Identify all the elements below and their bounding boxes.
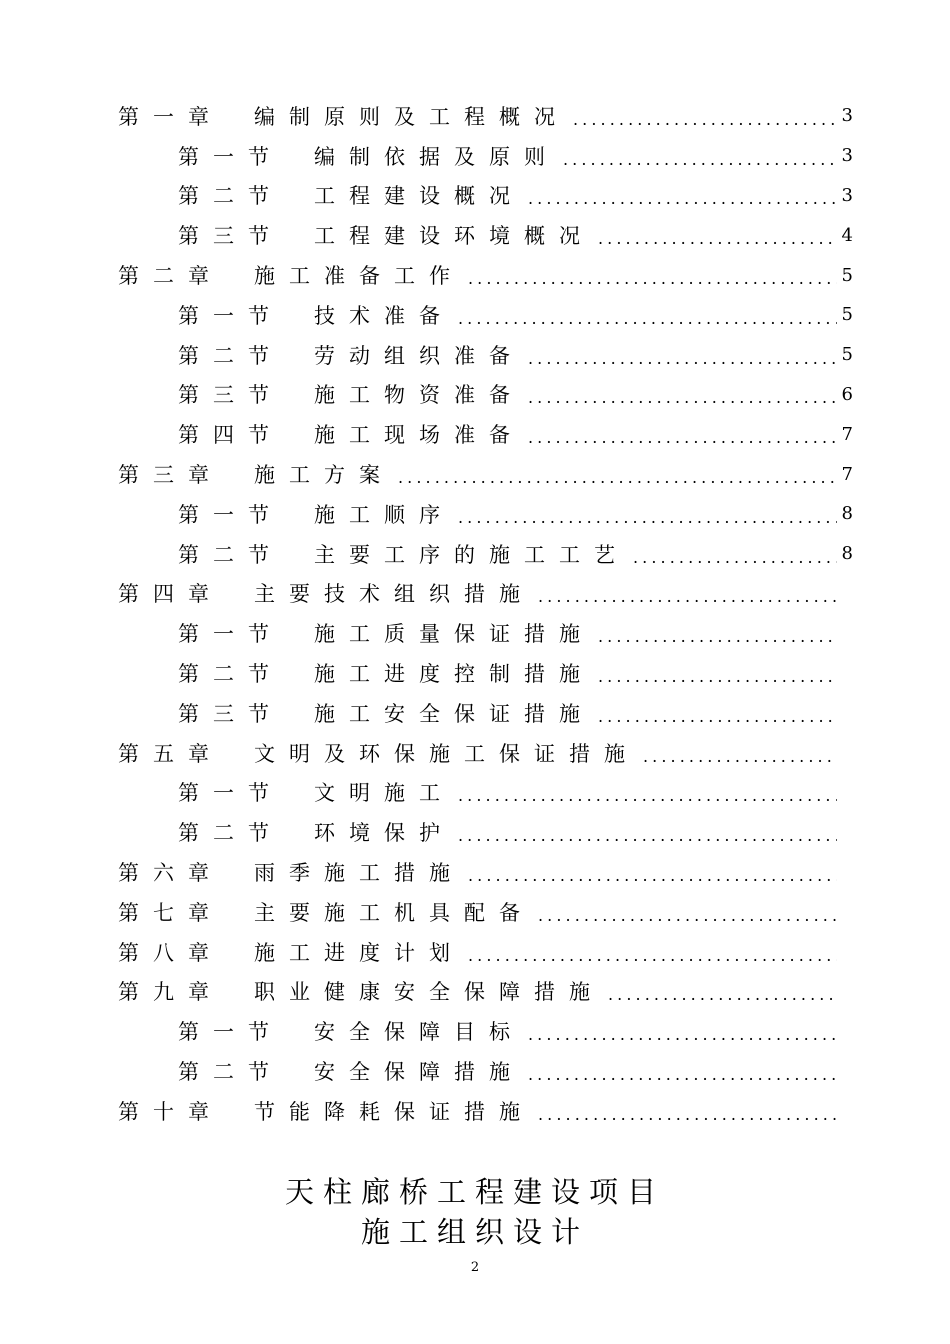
toc-entry-page: 5 bbox=[841, 264, 853, 286]
toc-entry-page: 3 bbox=[841, 184, 853, 206]
toc-entry-title: 安全保障措施 bbox=[314, 1060, 524, 1085]
toc-entry-page: 7 bbox=[841, 423, 853, 445]
toc-entry-number: 第二节 bbox=[178, 662, 283, 687]
toc-entry-number: 第二节 bbox=[178, 184, 283, 209]
toc-dot-leader bbox=[458, 303, 837, 327]
toc-entry-number: 第六章 bbox=[118, 861, 223, 886]
toc-entry-title: 主要技术组织措施 bbox=[254, 582, 534, 607]
toc-dot-leader bbox=[528, 382, 837, 406]
toc-entry-number: 第五章 bbox=[118, 741, 223, 766]
toc-dot-leader bbox=[573, 104, 837, 128]
toc-entry-title: 施工现场准备 bbox=[314, 423, 524, 448]
toc-entry-title: 劳动组织准备 bbox=[314, 343, 524, 368]
toc-section-entry[interactable] bbox=[118, 613, 853, 653]
toc-dot-leader bbox=[458, 502, 837, 526]
toc-dot-leader bbox=[643, 741, 837, 765]
toc-chapter-entry[interactable] bbox=[118, 892, 853, 932]
toc-entry-title: 节能降耗保证措施 bbox=[254, 1099, 534, 1124]
toc-chapter-entry[interactable] bbox=[118, 454, 853, 494]
toc-entry-page: 3 bbox=[841, 105, 853, 127]
toc-entry-title: 安全保障目标 bbox=[314, 1020, 524, 1045]
toc-entry-title: 施工方案 bbox=[254, 463, 394, 488]
toc-entry-number: 第一章 bbox=[118, 104, 223, 129]
toc-section-entry[interactable] bbox=[118, 534, 853, 574]
toc-dot-leader bbox=[528, 183, 837, 207]
toc-dot-leader bbox=[598, 621, 837, 645]
toc-section-entry[interactable] bbox=[118, 653, 853, 693]
toc-entry-page: 6 bbox=[841, 383, 853, 405]
toc-entry-number: 第一节 bbox=[178, 502, 283, 527]
toc-dot-leader bbox=[598, 661, 837, 685]
toc-section-entry[interactable] bbox=[118, 494, 853, 534]
toc-entry-page: 7 bbox=[841, 463, 853, 485]
toc-entry-title: 文明施工 bbox=[314, 781, 454, 806]
toc-entry-page: 5 bbox=[841, 304, 853, 326]
toc-entry-title: 工程建设环境概况 bbox=[314, 224, 594, 249]
toc-entry-number: 第三节 bbox=[178, 701, 283, 726]
toc-dot-leader bbox=[633, 542, 837, 566]
toc-section-entry[interactable] bbox=[118, 1011, 853, 1051]
toc-entry-page: 4 bbox=[841, 224, 853, 246]
toc-dot-leader bbox=[538, 581, 837, 605]
toc-section-entry[interactable] bbox=[118, 812, 853, 852]
toc-entry-number: 第二章 bbox=[118, 264, 223, 289]
document-title: 天柱廊桥工程建设项目 bbox=[284, 1175, 665, 1209]
toc-entry-title: 雨季施工措施 bbox=[254, 861, 464, 886]
toc-entry-title: 施工安全保证措施 bbox=[314, 701, 594, 726]
toc-chapter-entry[interactable] bbox=[118, 96, 853, 136]
toc-section-entry[interactable] bbox=[118, 773, 853, 813]
toc-chapter-entry[interactable] bbox=[118, 574, 853, 614]
toc-chapter-entry[interactable] bbox=[118, 852, 853, 892]
toc-entry-title: 编制原则及工程概况 bbox=[254, 104, 569, 129]
toc-entry-title: 施工质量保证措施 bbox=[314, 622, 594, 647]
toc-entry-page: 8 bbox=[841, 543, 853, 565]
toc-entry-page: 3 bbox=[841, 145, 853, 167]
toc-dot-leader bbox=[458, 780, 837, 804]
toc-dot-leader bbox=[538, 1099, 837, 1123]
toc-entry-title: 环境保护 bbox=[314, 821, 454, 846]
toc-entry-title: 施工进度控制措施 bbox=[314, 662, 594, 687]
toc-entry-number: 第一节 bbox=[178, 622, 283, 647]
toc-entry-number: 第十章 bbox=[118, 1099, 223, 1124]
toc-entry-page: 8 bbox=[841, 503, 853, 525]
toc-dot-leader bbox=[528, 1059, 837, 1083]
toc-chapter-entry[interactable] bbox=[118, 733, 853, 773]
toc-section-entry[interactable] bbox=[118, 375, 853, 415]
toc-entry-number: 第三章 bbox=[118, 463, 223, 488]
toc-dot-leader bbox=[563, 144, 837, 168]
toc-entry-number: 第八章 bbox=[118, 940, 223, 965]
page-number: 2 bbox=[470, 1260, 480, 1275]
toc-dot-leader bbox=[528, 422, 837, 446]
toc-dot-leader bbox=[538, 900, 837, 924]
toc-entry-number: 第二节 bbox=[178, 542, 283, 567]
toc-section-entry[interactable] bbox=[118, 414, 853, 454]
toc-entry-number: 第三节 bbox=[178, 224, 283, 249]
toc-section-entry[interactable] bbox=[118, 176, 853, 216]
toc-entry-number: 第一节 bbox=[178, 303, 283, 328]
toc-entry-page: 5 bbox=[841, 344, 853, 366]
toc-dot-leader bbox=[468, 940, 837, 964]
toc-dot-leader bbox=[398, 462, 837, 486]
toc-entry-number: 第四节 bbox=[178, 423, 283, 448]
toc-entry-title: 编制依据及原则 bbox=[314, 144, 559, 169]
toc-entry-number: 第二节 bbox=[178, 343, 283, 368]
toc-entry-number: 第四章 bbox=[118, 582, 223, 607]
toc-dot-leader bbox=[528, 1019, 837, 1043]
toc-chapter-entry[interactable] bbox=[118, 932, 853, 972]
toc-entry-number: 第一节 bbox=[178, 144, 283, 169]
toc-entry-title: 主要工序的施工工艺 bbox=[314, 542, 629, 567]
toc-dot-leader bbox=[608, 979, 837, 1003]
document-subtitle: 施工组织设计 bbox=[360, 1215, 589, 1249]
toc-chapter-entry[interactable] bbox=[118, 972, 853, 1012]
toc-section-entry[interactable] bbox=[118, 295, 853, 335]
toc-entry-number: 第三节 bbox=[178, 383, 283, 408]
toc-dot-leader bbox=[468, 263, 837, 287]
toc-entry-title: 施工顺序 bbox=[314, 502, 454, 527]
toc-section-entry[interactable] bbox=[118, 693, 853, 733]
toc-entry-title: 施工准备工作 bbox=[254, 264, 464, 289]
toc-dot-leader bbox=[598, 701, 837, 725]
toc-entry-title: 工程建设概况 bbox=[314, 184, 524, 209]
toc-entry-number: 第二节 bbox=[178, 821, 283, 846]
toc-entry-number: 第七章 bbox=[118, 900, 223, 925]
toc-section-entry[interactable] bbox=[118, 1051, 853, 1091]
toc-entry-number: 第一节 bbox=[178, 1020, 283, 1045]
toc-dot-leader bbox=[598, 223, 837, 247]
toc-dot-leader bbox=[468, 860, 837, 884]
toc-section-entry[interactable] bbox=[118, 136, 853, 176]
toc-dot-leader bbox=[528, 343, 837, 367]
toc-entry-number: 第一节 bbox=[178, 781, 283, 806]
table-of-contents bbox=[118, 96, 853, 1131]
toc-entry-title: 主要施工机具配备 bbox=[254, 900, 534, 925]
toc-chapter-entry[interactable] bbox=[118, 1091, 853, 1131]
toc-entry-title: 职业健康安全保障措施 bbox=[254, 980, 604, 1005]
toc-entry-number: 第二节 bbox=[178, 1060, 283, 1085]
toc-chapter-entry[interactable] bbox=[118, 255, 853, 295]
toc-entry-title: 文明及环保施工保证措施 bbox=[254, 741, 639, 766]
toc-section-entry[interactable] bbox=[118, 215, 853, 255]
toc-entry-title: 技术准备 bbox=[314, 303, 454, 328]
toc-dot-leader bbox=[458, 820, 837, 844]
toc-entry-title: 施工进度计划 bbox=[254, 940, 464, 965]
toc-entry-number: 第九章 bbox=[118, 980, 223, 1005]
toc-section-entry[interactable] bbox=[118, 335, 853, 375]
toc-entry-title: 施工物资准备 bbox=[314, 383, 524, 408]
